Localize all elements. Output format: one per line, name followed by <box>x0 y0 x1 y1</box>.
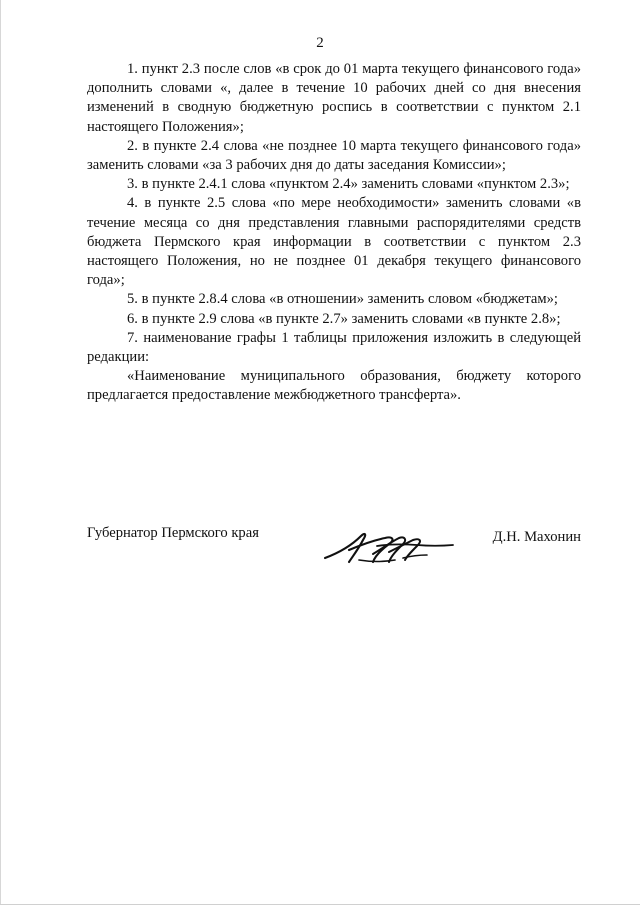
handwritten-signature <box>319 522 459 572</box>
paragraph-7: 7. наименование графы 1 таблицы приложения изложить в следующей редакции: <box>87 329 581 366</box>
paragraph-3: 3. в пункте 2.4.1 слова «пунктом 2.4» заменить словами «пунктом 2.3»; <box>127 176 570 193</box>
signature-block <box>87 522 581 582</box>
signatory-title: Губернатор Пермского края <box>87 525 259 541</box>
signatory-name: Д.Н. Махонин <box>492 529 581 545</box>
document-body <box>87 60 581 406</box>
paragraph-5: 5. в пункте 2.8.4 слова «в отношении» заменить словом «бюджетам»; <box>127 291 558 308</box>
page-number: 2 <box>316 35 324 51</box>
paragraph-4: 4. в пункте 2.5 слова «по мере необходимости» заменить словами «в течение месяца со дня представления главными распорядителями средств бюджета Пермского края информации в соответствии с пунктом 2.3 настоящего Положения, но не позднее 01 декабря текущего финансового года»; <box>87 195 581 289</box>
paragraph-8: «Наименование муниципального образования, бюджету которого предлагается предоставление межбюджетного трансферта». <box>87 368 581 404</box>
paragraph-6: 6. в пункте 2.9 слова «в пункте 2.7» заменить словами «в пункте 2.8»; <box>127 310 561 327</box>
paragraph-1: 1. пункт 2.3 после слов «в срок до 01 марта текущего финансового года» дополнить словами «, далее в течение 10 рабочих дней со дня внесения изменений в сводную бюджетную роспись в соответствии с пунктом 2.1 настоящего Положения»; <box>87 61 581 135</box>
scan-edge-left <box>0 0 1 905</box>
paragraph-2: 2. в пункте 2.4 слова «не позднее 10 марта текущего финансового года» заменить словами «за 3 рабочих дня до даты заседания Комиссии»; <box>87 137 581 174</box>
